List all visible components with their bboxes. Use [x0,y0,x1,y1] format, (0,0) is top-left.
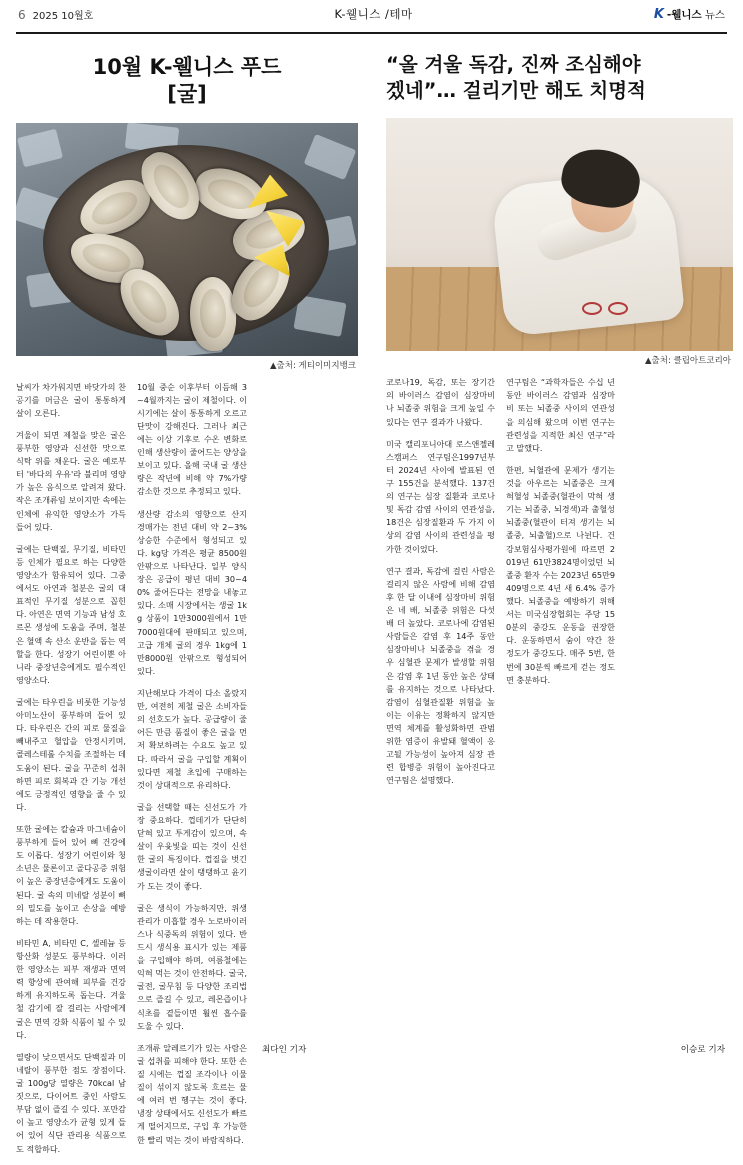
headline-flu-line2: 겠네”… 걸리기만 해도 치명적 [386,79,646,103]
oyster-platter-photo [16,123,358,356]
oyster-byline: 최다인 기자 [262,1045,307,1055]
oyster-column-1 [16,381,126,1165]
oyster-photo-credit: ▲출처: 게티이미지뱅크 [269,360,356,371]
page-number: 6 [18,7,26,22]
paragraph: 생산량 감소의 영향으로 산지 경매가는 전년 대비 약 2~3% 상승한 수준에서 형성되고 있다. kg당 가격은 평균 8500원 안팎으로 나타난다. 일부 양식장은 공급이 평년 대비 30~40% 줄어든다는 전망을 내놓고 있다. 소매 시장에서는 생굴 1kg 상품이 1만3000원에서 1만7000원대에 판매되고 있으며, 고급 개체 굴의 경우 1kg에 1만8000원 안팎으로 형성되어 있다. [137,508,247,676]
paragraph: 열량이 낮으면서도 단백질과 미네랄이 풍부한 점도 장점이다. 굴 100g당 열량은 70kcal 남짓으로, 다이어트 중인 사람도 부담 없이 즐길 수 있다. 포만감이 높고 영양소가 균형 있게 들어 있어 식단 관리용 식품으로도 적합하다. [16,1051,126,1154]
headline-flu [386,46,733,108]
publication-logo [654,7,725,22]
paragraph: 비타민 A, 비타민 C, 셀레늄 등 항산화 성분도 풍부하다. 이러한 영양소는 피부 재생과 면역력 향상에 관여해 피부를 건강하게 유지하도록 돕는다. 겨울철 감기에 잘 걸리는 사람에게 굴은 면역 강화 식품이 될 수 있다. [16,937,126,1040]
paragraph: 코로나19, 독감, 또는 장기간의 바이러스 감염이 심장마비나 뇌졸중 위험을 크게 높일 수 있다는 연구 결과가 나왔다. [386,377,495,427]
logo-news-text: 뉴스 [704,8,725,21]
flu-byline: 이승로 기자 [680,1045,725,1055]
paragraph: 한편, 뇌혈관에 문제가 생기는 것을 아우르는 뇌졸중은 크게 혀혈성 뇌졸중(혈관이 막혀 생기는 뇌졸중, 뇌경색)과 출혈성 뇌졸중(혈관이 터져 생기는 뇌졸중, 뇌출혈)으로 나뉜다. 건강보험심사평가원에 따르면 2019년 61만3824명이었던 뇌졸중 환자 수는 2023년 65만9409명으로 4년 새 6.4% 증가했다. 뇌졸중을 예방하기 위해서는 미국심장협회는 주당 150분의 중강도 운동을 권장한다. 운동하면서 숨이 약간 찬 정도가 중강도다. 매주 5번, 한 번에 30분씩 빠르게 걷는 정도면 충분하다. [506,464,615,685]
flu-column-1 [386,376,495,796]
headline-oyster-line1: 10월 K-웰니스 푸드 [92,55,282,79]
paragraph: 10월 중순 이후부터 이듬해 3~4월까지는 굴이 제철이다. 이 시기에는 살이 통통하게 오르고 단맛이 강해진다. 그러나 최근에는 이상 기후로 수온 변화로 인해 생산량이 줄어드는 양상을 보이고 있다. 올해 국내 굴 생산량은 작년에 비해 약 7%가량 감소한 것으로 추정되고 있다. [137,381,247,497]
logo-wellness-text: -웰니스 [666,8,702,21]
oyster-column-2 [137,381,247,1165]
paragraph: 굴에는 단백질, 무기질, 비타민 등 인체가 필요로 하는 다양한 영양소가 함유되어 있다. 그중에서도 아연과 철분은 굴의 대표적인 무기질 성분으로 꼽힌다. 아연은 면역 기능과 남성 호르몬 생성에 도움을 주며, 철분은 혈액 속 산소 운반을 돕는 역할을 한다. 성장기 어린이뿐 아니라 중장년층에게도 필수적인 영양소다. [16,543,126,685]
paragraph: 겨울이 되면 제철을 맞은 굴은 풍부한 영양과 신선한 맛으로 식탁 위를 채운다. 굴은 예로부터 '바다의 우유'라 불리며 영양가 높은 음식으로 알려져 왔다. 작은 조개류임 보이지만 속에는 인체에 유익한 영양소가 가득 들어 있다. [16,429,126,532]
paragraph: 굴은 생식이 가능하지만, 위생 관리가 미흡할 경우 노로바이러스나 식중독의 위험이 있다. 반드시 생식용 표시가 있는 제품을 구입해야 하며, 여름철에는 익혀 먹는 것이 안전하다. 굴국, 굴전, 굴무침 등 다양한 조리법으로 즐길 수 있고, 레몬즙이나 식초를 곁들이면 훨씬 흡수를 도울 수 있다. [137,902,247,1031]
headline-oyster [16,46,358,113]
paragraph: 날씨가 차가워지면 바닷가의 찬 공기를 머금은 굴이 통통하게 살이 오른다. [16,381,126,418]
masthead [16,0,727,34]
article-flu [386,46,733,1165]
paragraph: 또한 굴에는 칼슘과 마그네슘이 풍부하게 들어 있어 뼈 건강에도 이롭다. 성장기 어린이와 청소년은 물론이고 골다공증 위험이 높은 중장년층에게도 도움이 된다. 굴 속의 미네랄 성분이 뼈의 밀도를 높이고 손상을 예방하는 데 작용한다. [16,823,126,926]
paragraph: 지난해보다 가격이 다소 올랐지만, 여전히 제철 굴은 소비자들의 선호도가 높다. 공급량이 줄어든 만큼 품질이 좋은 굴을 먼저 확보하려는 수요도 높고 있다. 따라서 굴을 구입할 계획이 있다면 제철 초입에 구매하는 것이 상대적으로 유리하다. [137,688,247,790]
headline-flu-line1: “올 겨울 독감, 진짜 조심해야 [386,53,641,76]
oyster-photo-block [16,123,358,371]
logo-k-letter: K [653,6,664,22]
section-title: K-웰니스 /테마 [334,7,413,21]
paragraph: 굴을 선택할 때는 신선도가 가장 중요하다. 껍데기가 단단히 닫혀 있고 투게감이 있으며, 속살이 우윳빛을 띠는 것이 신선한 굴의 특징이다. 껍질을 벗긴 생굴이라면 살이 탱탱하고 윤기가 도는 것이 좋다. [137,801,247,891]
paragraph: 연구팀은 “과학자들은 수십 년 동안 바이러스 감염과 심장마비 또는 뇌졸중 사이의 연관성을 의심해 왔으며 이번 연구는 관련성을 지적한 최신 연구”라고 말했다. [506,377,615,453]
paragraph: 미국 캘리포니아대 로스앤젤레스캠퍼스 연구팀은1997년부터 2024년 사이에 발표된 연구 155건을 분석했다. 137건의 연구는 심장 질환과 코로나 및 독감 감염 사이의 연관성을, 18건은 심장질환과 두 가지 이상의 감염 사이의 관련성을 평가한 것이었다. [386,438,495,554]
paragraph: 조개류 알레르기가 있는 사람은 굴 섭취를 피해야 한다. 또한 손질 시에는 껍질 조각이나 이물질이 섞이지 않도록 흐르는 물에 여러 번 헹구는 것이 좋다. 냉장 상태에서도 신선도가 빠르게 떨어지므로, 구입 후 가능한 한 빨리 먹는 것이 바람직하다. [137,1042,247,1145]
flu-column-2 [506,376,615,796]
sick-person-photo [386,118,733,351]
issue-date: 2025 10월호 [32,10,94,22]
oyster-body-columns [16,381,358,1165]
paragraph: 굴에는 타우린을 비롯한 기능성 아미노산이 풍부하며 들어 있다. 타우린은 간의 피로 물질을 빼내주고 혈압을 안정시키며, 콜레스테롤 수치를 조절하는 데 도움이 된다. 굴을 꾸준히 섭취하면 피로 회복과 간 기능 개선에도 긍정적인 영향을 줄 수 있다. [16,697,126,812]
flu-photo-credit: ▲출처: 클립아트코리아 [644,356,731,367]
flu-body-columns [386,376,733,796]
paragraph: 연구 결과, 독감에 걸린 사람은 걸리지 않은 사람에 비해 감염 후 한 달 이내에 심장마비 위험은 네 배, 뇌졸중 위험은 다섯 배 더 높았다. 코로나에 감염된 사람들은 감염 후 14주 동안 심장마비나 뇌졸중을 겪을 경우 심혈관 문제가 발생할 위험은 감염 후 1년 동안 높은 상태를 유지하는 것으로 나타났다. 감염이 심혈관질환 위험을 높이는 이유는 정확하지 않지만 면역 체계를 활성화하면 관범위한 염증이 유발돼 혈액이 응고될 가능성이 높아져 심장 관련 합병증 위험이 높아진다고 연구팀은 설명했다. [386,565,495,786]
article-area [16,34,731,1165]
article-oyster [16,46,358,1165]
headline-oyster-line2: [굴] [167,82,207,107]
eyeglasses [582,302,636,318]
masthead-left [18,7,93,22]
flu-photo-block [386,118,733,366]
